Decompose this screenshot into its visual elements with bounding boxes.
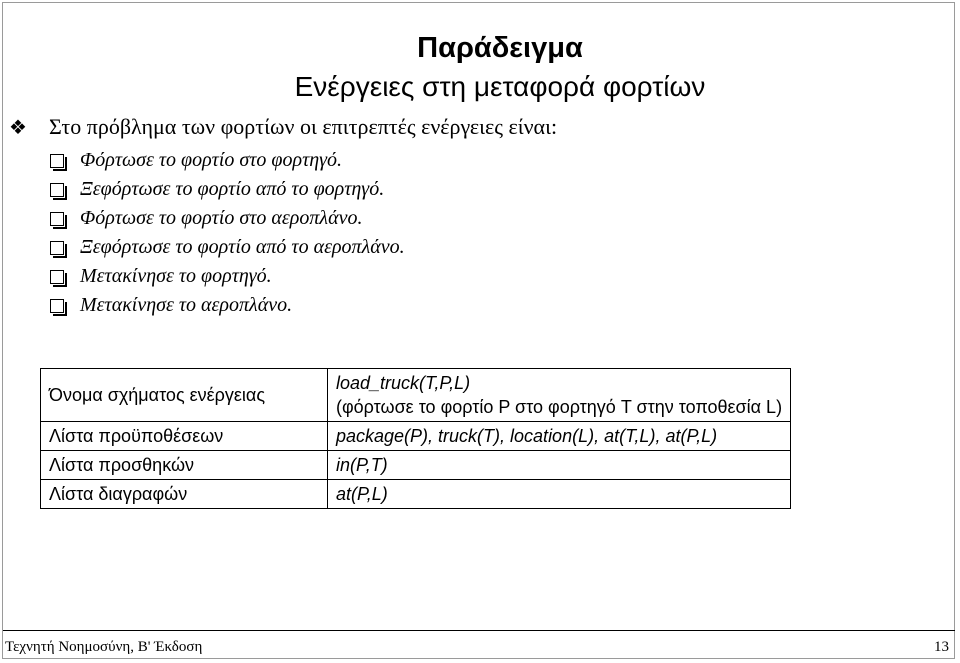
footer-book-title: Τεχνητή Νοημοσύνη, Β' Έκδοση [5, 639, 203, 655]
checkbox-bullet-icon [50, 154, 64, 168]
schema-add-label: Λίστα προσθηκών [41, 451, 328, 480]
list-item-text: Ξεφόρτωσε το φορτίο από το φορτηγό. [80, 178, 385, 200]
list-item-text: Ξεφόρτωσε το φορτίο από το αεροπλάνο. [80, 236, 405, 258]
checkbox-bullet-icon [50, 183, 64, 197]
schema-add-value: in(P,T) [328, 451, 791, 480]
diamond-bullet-icon: ❖ [9, 116, 27, 139]
table-row [41, 480, 791, 509]
schema-name-signature: load_truck(T,P,L) [336, 373, 471, 393]
list-item-text: Μετακίνησε το αεροπλάνο. [80, 294, 293, 316]
table-row [41, 369, 791, 422]
schema-name-label: Όνομα σχήματος ενέργειας [41, 369, 328, 422]
schema-name-value [328, 369, 791, 422]
list-item [50, 233, 405, 262]
schema-del-label: Λίστα διαγραφών [41, 480, 328, 509]
action-schema-table [40, 368, 791, 509]
lead-line [9, 114, 557, 140]
list-item [50, 175, 405, 204]
schema-name-description: (φόρτωσε το φορτίο P στο φορτηγό T στην τοποθεσία L) [336, 397, 783, 417]
table-row [41, 451, 791, 480]
list-item [50, 291, 405, 320]
action-list [50, 146, 405, 320]
table-row [41, 422, 791, 451]
slide-title [0, 28, 960, 106]
checkbox-bullet-icon [50, 212, 64, 226]
list-item-text: Μετακίνησε το φορτηγό. [80, 265, 272, 287]
checkbox-bullet-icon [50, 299, 64, 313]
list-item [50, 262, 405, 291]
lead-text: Στο πρόβλημα των φορτίων οι επιτρεπτές ενέργειες είναι: [49, 114, 558, 139]
list-item-text: Φόρτωσε το φορτίο στο αεροπλάνο. [80, 207, 363, 229]
list-item [50, 204, 405, 233]
schema-pre-label: Λίστα προϋποθέσεων [41, 422, 328, 451]
title-main: Παράδειγμα [417, 32, 583, 64]
slide-footer [3, 630, 955, 658]
schema-del-value: at(P,L) [328, 480, 791, 509]
schema-pre-value: package(P), truck(T), location(L), at(T,L), at(P,L) [328, 422, 791, 451]
title-subtitle: Ενέργειες στη μεταφορά φορτίων [294, 71, 706, 102]
page-number: 13 [934, 639, 949, 655]
checkbox-bullet-icon [50, 270, 64, 284]
list-item-text: Φόρτωσε το φορτίο στο φορτηγό. [80, 149, 343, 171]
list-item [50, 146, 405, 175]
checkbox-bullet-icon [50, 241, 64, 255]
